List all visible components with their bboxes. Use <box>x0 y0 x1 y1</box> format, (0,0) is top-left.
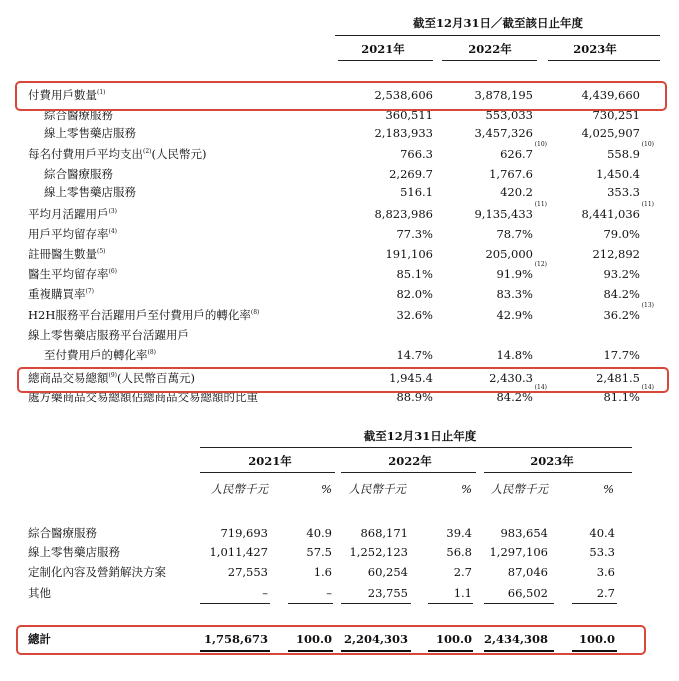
cell-value: 83.3% <box>496 287 533 301</box>
table2-subtotal-rule-3 <box>341 603 411 604</box>
table1-cell <box>423 245 533 263</box>
row-label-text: 平均月活躍用戶 <box>28 207 109 221</box>
table1-cell <box>323 225 433 243</box>
cell-value: 1,945.4 <box>389 371 433 385</box>
row-label-text: H2H服務平台活躍用戶至付費用戶的轉化率 <box>28 308 251 322</box>
cell-value: 730,251 <box>592 108 640 122</box>
row-label-text: 每名付費用戶平均支出 <box>28 147 143 161</box>
table1-row-label <box>28 205 117 223</box>
table1-cell <box>423 165 533 183</box>
table1-row-label <box>28 225 117 243</box>
table2-cell: 1,011,427 <box>209 545 268 559</box>
cell-value: 8,823,986 <box>374 207 433 221</box>
table2-subheader-pct-2021: % <box>321 482 332 496</box>
table2-year-2021: 2021年 <box>248 454 292 468</box>
cell-value: 191,106 <box>385 247 433 261</box>
cell-value: 766.3 <box>400 147 433 161</box>
table2-total-value: 100.0 <box>578 632 615 646</box>
cell-value: 84.2% <box>603 287 640 301</box>
table2-cell: – <box>326 586 332 600</box>
table2-total-label: 總計 <box>28 632 51 646</box>
table2-row-label: 其他 <box>28 586 51 600</box>
footnote-marker: (8) <box>147 349 156 357</box>
cell-value: 85.1% <box>396 267 433 281</box>
cell-value: 79.0% <box>603 227 640 241</box>
cell-value: 77.3% <box>396 227 433 241</box>
table2-cell: 983,654 <box>500 526 548 540</box>
table2-subheader-rmb-2021: 人民幣千元 <box>210 482 268 496</box>
table2-subheader-rmb-2023: 人民幣千元 <box>490 482 548 496</box>
footnote-marker: (6) <box>108 268 117 276</box>
table2-cell: 56.8 <box>446 545 472 559</box>
table1-cell <box>423 225 533 243</box>
table1-cell <box>323 165 433 183</box>
cell-value: 626.7 <box>500 147 533 161</box>
table1-row-label <box>28 245 106 263</box>
table2-cell: 53.3 <box>589 545 615 559</box>
table1-header-rule <box>335 35 660 36</box>
table2-cell: 39.4 <box>446 526 472 540</box>
row-label-text: 醫生平均留存率 <box>28 267 109 281</box>
cell-value: 32.6% <box>396 308 433 322</box>
footnote-marker: (4) <box>108 228 117 236</box>
table1-cell: 9,135,433 (11) <box>474 201 547 221</box>
table1-cell <box>323 124 433 142</box>
row-unit-suffix: (人民幣元) <box>151 147 207 161</box>
cell-value: 3,457,326 <box>474 126 533 140</box>
table1-row-label <box>28 326 189 344</box>
table1-cell <box>530 165 640 183</box>
cell-value: 82.0% <box>396 287 433 301</box>
table1-period-header: 截至12月31日／截至該日止年度 <box>412 16 583 30</box>
table1-row-label <box>28 145 206 163</box>
table1-row-label <box>44 346 156 364</box>
table1-cell <box>323 265 433 283</box>
table2-row-label: 線上零售藥店服務 <box>28 545 120 559</box>
table1-cell: 91.9% (12) <box>496 261 547 281</box>
cell-value: 93.2% <box>603 267 640 281</box>
row-label-text: 綜合醫療服務 <box>44 167 113 181</box>
table1-cell <box>530 346 640 364</box>
table2-year-2022: 2022年 <box>388 454 432 468</box>
cell-value: 3,878,195 <box>474 88 533 102</box>
cell-value: 2,269.7 <box>389 167 433 181</box>
row-label-text: 重複購買率 <box>28 287 86 301</box>
row-unit-suffix: (人民幣百萬元) <box>117 371 195 385</box>
table1-cell: 558.9 (10) <box>607 141 654 161</box>
cell-value: 88.9% <box>396 390 433 404</box>
table1-row-label <box>28 285 94 303</box>
table2-cell: 27,553 <box>227 565 268 579</box>
cell-value: 78.7% <box>496 227 533 241</box>
cell-value: 2,430.3 <box>489 371 533 385</box>
row-label-text: 付費用戶數量 <box>28 88 97 102</box>
cell-value: 42.9% <box>496 308 533 322</box>
highlight-box-gmv <box>17 367 669 393</box>
table2-subtotal-rule-6 <box>572 603 617 604</box>
row-label-text: 處方藥商品交易總額佔總商品交易總額的比重 <box>28 390 258 404</box>
cell-value: 212,892 <box>592 247 640 261</box>
table1-row-label <box>44 124 136 142</box>
table1-cell <box>323 285 433 303</box>
row-label-text: 綜合醫療服務 <box>44 108 113 122</box>
table1-cell <box>323 346 433 364</box>
row-label-text: 總商品交易總額 <box>28 371 109 385</box>
table2-subheader-rmb-2022: 人民幣千元 <box>348 482 406 496</box>
table2-year-2023: 2023年 <box>530 454 574 468</box>
row-label-text: 註冊醫生數量 <box>28 247 97 261</box>
table2-year-rule-2 <box>341 472 476 473</box>
table1-cell <box>530 285 640 303</box>
highlight-box-paid-users <box>15 81 667 111</box>
table1-cell: 84.2% (14) <box>496 384 547 404</box>
cell-value: 4,439,660 <box>581 88 640 102</box>
table2-year-rule-3 <box>484 472 632 473</box>
table1-cell <box>323 145 433 163</box>
table2-cell: 66,502 <box>507 586 548 600</box>
table1-cell <box>323 183 433 201</box>
table2-subtotal-rule-4 <box>428 603 473 604</box>
table2-cell: 1,297,106 <box>489 545 548 559</box>
table2-total-value: 2,434,308 <box>483 632 548 646</box>
table2-total-value: 2,204,303 <box>343 632 408 646</box>
table1-cell <box>423 183 533 201</box>
cell-value: 205,000 <box>485 247 533 261</box>
table2-cell: 23,755 <box>367 586 408 600</box>
table2-period-header: 截至12月31日止年度 <box>363 429 477 443</box>
table2-subtotal-rule-1 <box>200 603 270 604</box>
table1-row-label <box>28 265 117 283</box>
cell-value: 17.7% <box>603 348 640 362</box>
table2-cell: – <box>262 586 268 600</box>
table2-cell: 719,693 <box>220 526 268 540</box>
table1-year-rule-1 <box>338 60 433 61</box>
highlight-box-total <box>16 625 646 655</box>
table2-row-label: 定制化內容及營銷解決方案 <box>28 565 166 579</box>
table2-cell: 87,046 <box>507 565 548 579</box>
cell-value: 1,767.6 <box>489 167 533 181</box>
footnote-marker: (8) <box>250 309 260 317</box>
cell-value: 36.2% <box>603 308 640 322</box>
table1-cell: 36.2% (13) <box>603 302 654 322</box>
table2-total-value: 100.0 <box>295 632 332 646</box>
table2-cell: 3.6 <box>596 565 615 579</box>
cell-value: 91.9% <box>496 267 533 281</box>
table1-cell <box>530 265 640 283</box>
table2-subtotal-rule-5 <box>484 603 554 604</box>
table1-cell: 8,441,036 (11) <box>581 201 654 221</box>
cell-value: 4,025,907 <box>581 126 640 140</box>
table2-total-value: 1,758,673 <box>203 632 268 646</box>
cell-value: 2,538,606 <box>374 88 433 102</box>
cell-value: 420.2 <box>500 185 533 199</box>
table2-year-rule-1 <box>200 472 335 473</box>
table2-cell: 40.4 <box>589 526 615 540</box>
cell-value: 2,481.5 <box>596 371 640 385</box>
cell-value: 14.8% <box>496 348 533 362</box>
table1-cell <box>423 306 533 324</box>
table2-cell: 40.9 <box>306 526 332 540</box>
table1-cell <box>423 124 533 142</box>
table2-row-label: 綜合醫療服務 <box>28 526 97 540</box>
table1-cell <box>530 183 640 201</box>
table1-cell <box>323 245 433 263</box>
table2-cell: 2.7 <box>453 565 472 579</box>
table1-row-label <box>44 183 136 201</box>
table1-cell <box>530 225 640 243</box>
cell-value: 9,135,433 <box>474 207 533 221</box>
cell-value: 1,450.4 <box>596 167 640 181</box>
footnote-marker: (1) <box>97 89 106 97</box>
table2-subheader-pct-2022: % <box>461 482 472 496</box>
cell-value: 360,511 <box>385 108 433 122</box>
table2-cell: 1.1 <box>453 586 472 600</box>
table2-cell: 1,252,123 <box>349 545 408 559</box>
cell-value: 84.2% <box>496 390 533 404</box>
table1-cell: 626.7 (10) <box>500 141 547 161</box>
table1-cell <box>323 205 433 223</box>
row-label-text: 線上零售藥店服務 <box>44 126 136 140</box>
table1-cell <box>530 124 640 142</box>
table1-year-2021: 2021年 <box>361 42 405 56</box>
table1-row-label <box>44 165 113 183</box>
table1-year-2023: 2023年 <box>573 42 617 56</box>
table1-row-label <box>28 306 259 324</box>
cell-value: 8,441,036 <box>581 207 640 221</box>
cell-value: 516.1 <box>400 185 433 199</box>
footnote-marker: (5) <box>97 248 106 256</box>
table2-cell: 2.7 <box>596 586 615 600</box>
table2-header-rule <box>200 447 632 448</box>
cell-value: 81.1% <box>603 390 640 404</box>
footnote-marker: (3) <box>108 208 117 216</box>
table2-total-value: 100.0 <box>435 632 472 646</box>
table1-cell <box>423 346 533 364</box>
row-label-text: 線上零售藥店服務平台活躍用戶 <box>28 328 189 342</box>
table2-cell: 868,171 <box>360 526 408 540</box>
footnote-marker: (7) <box>85 288 94 296</box>
table2-subheader-pct-2023: % <box>603 482 614 496</box>
table1-year-2022: 2022年 <box>468 42 512 56</box>
row-label-text: 線上零售藥店服務 <box>44 185 136 199</box>
table1-cell <box>323 306 433 324</box>
table2-subtotal-rule-2 <box>288 603 333 604</box>
row-label-text: 至付費用戶的轉化率 <box>44 348 148 362</box>
table2-cell: 60,254 <box>367 565 408 579</box>
table1-year-rule-3 <box>548 60 660 61</box>
table1-cell <box>423 285 533 303</box>
cell-value: 14.7% <box>396 348 433 362</box>
table1-cell: 81.1% (14) <box>603 384 654 404</box>
cell-value: 558.9 <box>607 147 640 161</box>
cell-value: 353.3 <box>607 185 640 199</box>
row-label-text: 用戶平均留存率 <box>28 227 109 241</box>
footnote-marker: (2) <box>143 148 152 156</box>
cell-value: 553,033 <box>485 108 533 122</box>
table1-year-rule-2 <box>442 60 537 61</box>
cell-value: 2,183,933 <box>374 126 433 140</box>
footnote-marker: (9) <box>108 372 117 380</box>
table2-cell: 57.5 <box>306 545 332 559</box>
table2-cell: 1.6 <box>313 565 332 579</box>
